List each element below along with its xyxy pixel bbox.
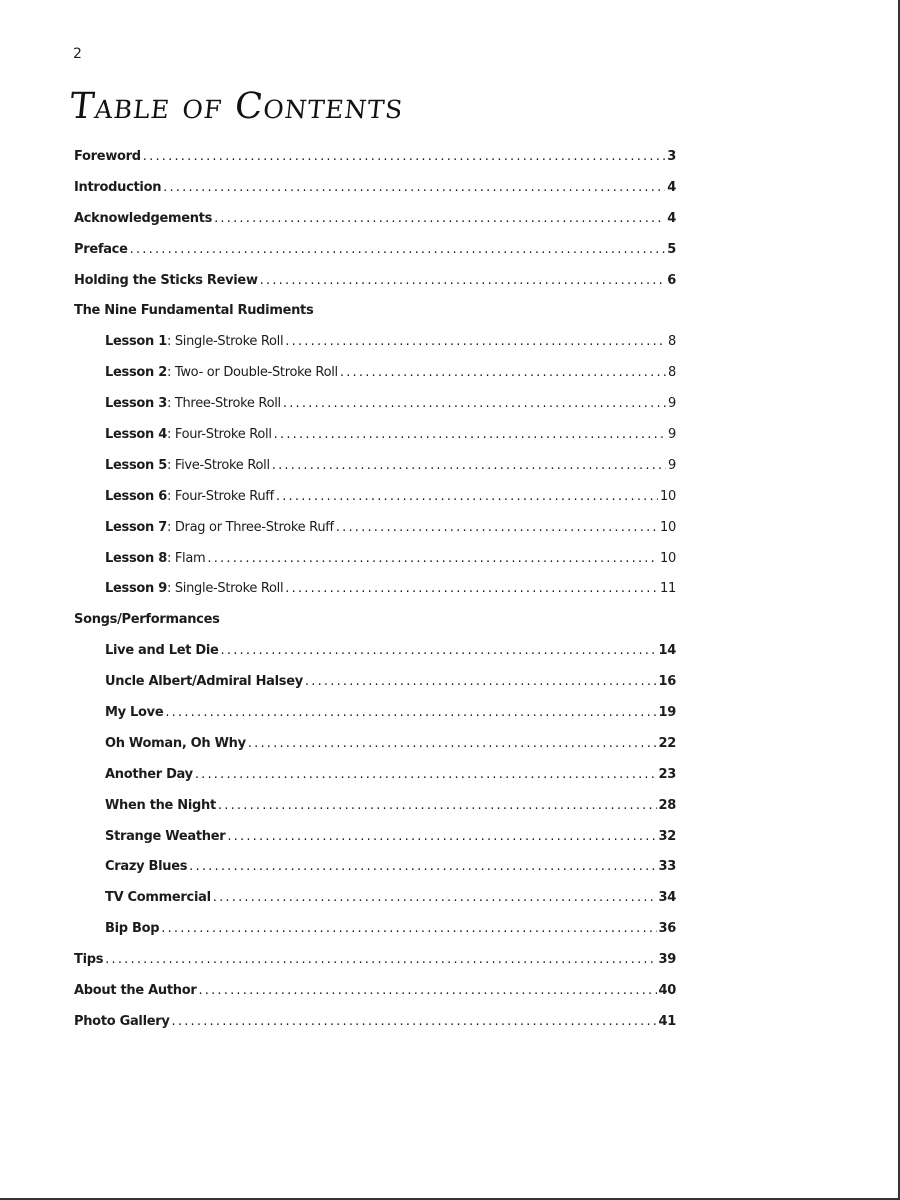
- toc-entry-page: 32: [658, 828, 676, 844]
- toc-entry-page: 4: [667, 179, 676, 195]
- toc-entry-label: TV Commercial: [105, 890, 211, 906]
- toc-entry-introduction[interactable]: [74, 174, 676, 205]
- toc-entry-song[interactable]: [74, 915, 676, 946]
- dot-leader: [340, 365, 666, 380]
- toc-entry-page: 4: [667, 210, 676, 226]
- dot-leader: [227, 829, 656, 844]
- toc-entry-page: 10: [660, 550, 676, 566]
- lesson-number: Lesson 6: [105, 488, 167, 504]
- dot-leader: [285, 334, 666, 349]
- page-number: 2: [73, 46, 82, 62]
- toc-entry-page: 9: [668, 396, 676, 412]
- dot-leader: [260, 273, 666, 288]
- lesson-number: Lesson 8: [105, 550, 167, 566]
- toc-entry-label: Foreword: [74, 149, 141, 164]
- toc-entry-label: Preface: [74, 241, 128, 257]
- toc-section-rudiments[interactable]: [74, 297, 676, 328]
- toc-entry-page: 23: [658, 766, 676, 782]
- toc-entry-lesson-8[interactable]: [74, 545, 676, 576]
- toc-entry-song[interactable]: [74, 730, 676, 761]
- toc-entry-page: 8: [668, 365, 676, 381]
- toc-entry-label: : Four-Stroke Roll: [166, 427, 272, 443]
- toc-entry-label: When the Night: [105, 797, 216, 813]
- lesson-number: Lesson 2: [105, 365, 167, 381]
- toc-entry-label: : Four-Stroke Ruff: [166, 488, 274, 504]
- toc-entry-label: : Flam: [166, 550, 206, 566]
- toc-entry-holding-sticks[interactable]: [74, 267, 676, 298]
- toc-entry-song[interactable]: [74, 884, 676, 915]
- toc-entry-label: : Five-Stroke Roll: [166, 457, 270, 473]
- toc-entry-label: Bip Bop: [105, 921, 160, 937]
- lesson-number: Lesson 5: [105, 457, 167, 473]
- dot-leader: [272, 458, 666, 473]
- toc-entry-page: 22: [658, 735, 676, 751]
- toc-entry-page: 6: [667, 272, 676, 288]
- toc-entry-acknowledgements[interactable]: [74, 205, 676, 236]
- toc-section-label: Songs/Performances: [74, 612, 220, 628]
- dot-leader: [189, 859, 656, 874]
- toc-entry-label: : Single-Stroke Roll: [166, 334, 284, 350]
- toc-entry-label: Crazy Blues: [105, 859, 188, 875]
- dot-leader: [198, 983, 656, 998]
- toc-entry-about-author[interactable]: [74, 977, 676, 1008]
- toc-entry-page: 10: [660, 519, 676, 535]
- toc-entry-label: Holding the Sticks Review: [74, 272, 258, 288]
- dot-leader: [161, 921, 656, 936]
- lesson-number: Lesson 1: [105, 334, 167, 350]
- toc-entry-lesson-5[interactable]: [74, 452, 676, 483]
- toc-entry-label: Strange Weather: [105, 828, 226, 844]
- toc-entry-label: : Single-Stroke Roll: [166, 581, 284, 597]
- toc-entry-label: : Drag or Three-Stroke Ruff: [166, 519, 334, 535]
- toc-entry-page: 36: [658, 921, 676, 937]
- toc-entry-song[interactable]: [74, 761, 676, 792]
- dot-leader: [165, 705, 656, 720]
- dot-leader: [213, 890, 657, 905]
- dot-leader: [207, 551, 658, 566]
- toc-entry-song[interactable]: [74, 637, 676, 668]
- toc-entry-page: 39: [658, 952, 676, 968]
- toc-entry-song[interactable]: [74, 792, 676, 823]
- dot-leader: [285, 581, 658, 596]
- toc-entry-label: Acknowledgements: [74, 210, 213, 226]
- dot-leader: [195, 767, 657, 782]
- lesson-number: Lesson 3: [105, 396, 167, 412]
- lesson-number: Lesson 7: [105, 519, 167, 535]
- toc-entry-page: 3: [667, 149, 676, 164]
- toc-entry-label: Uncle Albert/Admiral Halsey: [105, 674, 303, 690]
- toc-section-label: The Nine Fundamental Rudiments: [74, 303, 314, 319]
- toc-entry-foreword[interactable]: [74, 143, 676, 174]
- dot-leader: [105, 952, 656, 967]
- toc-entry-page: 9: [668, 457, 676, 473]
- toc-entry-photo-gallery[interactable]: [74, 1008, 676, 1039]
- toc-entry-page: 34: [658, 890, 676, 906]
- dot-leader: [248, 736, 657, 751]
- toc-entry-lesson-2[interactable]: [74, 359, 676, 390]
- dot-leader: [221, 643, 657, 658]
- dot-leader: [305, 674, 657, 689]
- dot-leader: [214, 211, 665, 226]
- toc-entry-preface[interactable]: [74, 236, 676, 267]
- toc-entry-page: 19: [658, 705, 676, 721]
- dot-leader: [336, 520, 658, 535]
- toc-entry-lesson-9[interactable]: [74, 575, 676, 606]
- toc-entry-song[interactable]: [74, 853, 676, 884]
- toc-entry-lesson-3[interactable]: [74, 390, 676, 421]
- toc-entry-label: Live and Let Die: [105, 643, 219, 659]
- toc-entry-page: 16: [658, 674, 676, 690]
- toc-entry-label: Tips: [74, 952, 104, 968]
- toc-entry-label: Photo Gallery: [74, 1013, 170, 1029]
- toc-entry-song[interactable]: [74, 699, 676, 730]
- toc-entry-label: : Two- or Double-Stroke Roll: [166, 365, 338, 381]
- toc-entry-label: Oh Woman, Oh Why: [105, 735, 246, 751]
- lesson-number: Lesson 9: [105, 581, 167, 597]
- toc-entry-lesson-1[interactable]: [74, 328, 676, 359]
- toc-entry-page: 11: [660, 581, 676, 597]
- toc-entry-page: 10: [660, 488, 676, 504]
- dot-leader: [283, 396, 666, 411]
- page-title: Table of Contents: [67, 86, 406, 127]
- dot-leader: [218, 798, 657, 813]
- toc-entry-label: About the Author: [74, 983, 197, 999]
- toc-entry-label: Introduction: [74, 179, 162, 195]
- dot-leader: [143, 149, 665, 164]
- toc-entry-page: 5: [667, 241, 676, 257]
- toc-entry-song[interactable]: [74, 823, 676, 854]
- dot-leader: [130, 242, 666, 257]
- dot-leader: [163, 180, 665, 195]
- lesson-number: Lesson 4: [105, 427, 167, 443]
- toc-entry-lesson-6[interactable]: [74, 483, 676, 514]
- toc-entry-label: My Love: [105, 705, 164, 721]
- toc-entry-page: 41: [658, 1013, 676, 1029]
- toc-entry-page: 33: [658, 859, 676, 875]
- toc-entry-page: 28: [658, 797, 676, 813]
- toc-entry-song[interactable]: [74, 668, 676, 699]
- dot-leader: [172, 1014, 657, 1029]
- toc-entry-label: Another Day: [105, 766, 193, 782]
- toc-section-songs[interactable]: [74, 606, 676, 637]
- dot-leader: [276, 489, 658, 504]
- toc-entry-page: 9: [668, 427, 676, 443]
- toc-entry-lesson-4[interactable]: [74, 421, 676, 452]
- dot-leader: [274, 427, 666, 442]
- toc-entry-page: 14: [658, 643, 676, 659]
- toc-entry-page: 8: [668, 334, 676, 350]
- toc-entry-lesson-7[interactable]: [74, 514, 676, 545]
- table-of-contents: [74, 143, 676, 1039]
- toc-entry-page: 40: [658, 983, 676, 999]
- toc-entry-tips[interactable]: [74, 946, 676, 977]
- toc-entry-label: : Three-Stroke Roll: [166, 396, 281, 412]
